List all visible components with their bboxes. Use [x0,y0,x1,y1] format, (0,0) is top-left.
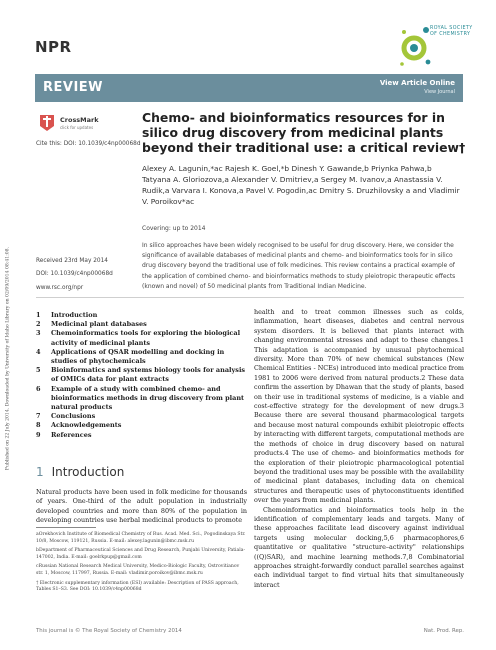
footer-journal: Nat. Prod. Rep. [423,628,464,634]
toc-item[interactable] [36,421,246,430]
footnote: aOrekhovich Institute of Biomedical Chemistry of Rus. Acad. Med. Sci., Pogodinskaya Str. 10/8, Moscow, 119121, Russia. E-mail: alexey.lagunin@ibmc.msk.ru [36,532,246,544]
toc-number: 1 [36,311,41,319]
toc-number: 4 [36,347,41,356]
toc-number: 5 [36,366,41,375]
crossmark-icon [38,113,56,133]
crossmark-button[interactable] [38,113,98,135]
right-column-text [254,308,464,590]
body-paragraph: Chemoinformatics and bioinformatics tools help in the identification of complementary leads and targets. Many of these approaches facilitate lead discovery against individual targets using molecular docking,5,6 pharmacophores,6 quantitative or qualitative "structure–activity" relationships ((Q)SAR), and machine learning methods.7,8 Combinatorial approaches straight-forwardly conduct parallel searches against each individual target to find virtual hits that simultaneously interact [254,505,464,589]
toc-item[interactable] [36,311,246,320]
intro-number: 1 [36,465,44,479]
toc-item[interactable] [36,320,246,329]
footnote: † Electronic supplementary information (ESI) available: Description of PASS approach, Tables S1–S3. See DOI: 10.1039/c4np00068d [36,580,239,593]
logo-line-1: ROYAL SOCIETY [430,26,473,31]
view-article-online-link[interactable]: View Article Online [379,79,455,87]
cite-doi: Cite this: DOI: 10.1039/c4np00068d [36,141,141,147]
body-paragraph: health and to treat common illnesses such as colds, inflammation, heart diseases, diabetes and central nervous system disorders. It is believed that plants interact with changing environmental stresses and adapt to these changes.1 This adaptation is accompanied by unusual phytochemical diversity. More than 70% of new chemical substances (New Chemical Entities - NCEs) introduced into medical practice from 1981 to 2006 were derived from natural products.2 These data confirm the assertion by Dhawan that the study of plants, based on their use in traditional systems of medicine, is a viable and cost-effective strategy for the development of new drugs.3 Because there are several thousand pharmacological targets and because most natural compounds exhibit pleiotropic effects by interacting with different targets, computational methods are the methods of choice in drug discovery based on natural products.4 The use of chemo- and bioinformatics methods for the exploration of their pleiotropic pharmacological potential beyond the traditional uses may be possible with the availability of medicinal plant databases, including data on chemical structures and therapeutic uses of phytoconstituents identified over the years from medicinal plants. [254,308,464,505]
abstract: In silico approaches have been widely recognised to be useful for drug discovery. Here, we consider the significance of available databases of medicinal plants and chemo- and bioinformatics tools for in silico drug discovery beyond the traditional use of folk medicines. This review contains a practical example of the application of combined chemo- and bioinformatics methods to study pleiotropic therapeutic effects (known and novel) of 50 medicinal plants from Traditional Indian Medicine. [142,242,456,290]
toc-item[interactable] [36,385,246,413]
article-type-banner [35,74,463,102]
toc-number: 8 [36,421,41,430]
footnote-divider [36,527,96,528]
section-divider [36,297,464,298]
toc-item[interactable] [36,431,246,440]
toc-label: References [51,430,92,439]
toc-label: Conclusions [51,412,96,421]
meta-doi: DOI: 10.1039/c4np00068d [36,271,113,277]
author-list: Alexey A. Lagunin,*ac Rajesh K. Goel,*b Dinesh Y. Gawande,b Priynka Pahwa,b Tatyana A. Gloriozova,a Alexander V. Dmitriev,a Sergey M. Ivanov,a Anastassia V. Rudik,a Varvara I. Konova,a Pavel V. Pogodin,ac Dmitry S. Druzhilovsky a and Vladimir V. Poroikov*ac [142,164,460,206]
side-publication-note [4,120,12,600]
intro-paragraph: Natural products have been used in folk medicine for thousands of years. One-third of the adult population in industrially developed countries and more than 80% of the population in developing countries use herbal medicinal products to promote [36,488,247,525]
toc-number: 9 [36,430,41,439]
toc-label: Chemoinformatics tools for exploring the biological activity of medicinal plants [51,329,241,347]
toc-item[interactable] [36,348,246,366]
toc-number: 6 [36,384,41,393]
toc-label: Applications of QSAR modelling and docking in studies of phytochemicals [51,347,225,366]
toc-number: 2 [36,320,41,329]
journal-abbrev: NPR [35,38,72,56]
side-note-text: Published on 22 July 2014. Downloaded by University of Idaho Library on 02/09/2014 08:41:08. [5,246,11,471]
table-of-contents [36,311,246,440]
toc-label: Introduction [51,311,98,319]
toc-number: 7 [36,412,41,421]
footnote: bDepartment of Pharmaceutical Sciences and Drug Research, Punjabi University, Patiala-147002, India. E-mail: goelrkpup@gmail.com [36,548,246,560]
covering-note: Covering: up to 2014 [142,225,206,232]
intro-title: Introduction [51,465,125,479]
toc-number: 3 [36,329,41,338]
toc-label: Bioinformatics and systems biology tools for analysis of OMICs data for plant extracts [51,366,246,384]
toc-item[interactable] [36,329,246,347]
rsc-logo-text [430,26,473,38]
received-date: Received 23rd May 2014 [36,258,108,264]
article-type-label: REVIEW [43,80,104,95]
toc-label: Acknowledgements [51,421,122,430]
view-journal-link[interactable]: View Journal [424,89,455,95]
journal-url[interactable]: www.rsc.org/npr [36,285,84,291]
logo-line-2: OF CHEMISTRY [430,32,471,37]
crossmark-label: CrossMark [60,116,99,124]
toc-label: Medicinal plant databases [51,320,147,329]
footnote: cRussian National Research Medical University, Medico-Biologic Faculty, Ostrovitianov str. 1, Moscow, 117997, Russia. E-mail: vladimir.poroikov@ibmc.msk.ru [36,564,240,576]
footnotes [36,532,247,597]
intro-heading [36,465,124,479]
toc-item[interactable] [36,366,246,384]
toc-label: Example of a study with combined chemo- and bioinformatics methods in drug discovery from plant natural products [51,384,245,412]
footer-copyright: This journal is © The Royal Society of Chemistry 2014 [36,628,182,634]
article-title: Chemo- and bioinformatics resources for in silico drug discovery from medicinal plants beyond their traditional use: a critical review† [142,110,466,155]
toc-item[interactable] [36,412,246,421]
crossmark-sub: click for updates [60,125,94,130]
